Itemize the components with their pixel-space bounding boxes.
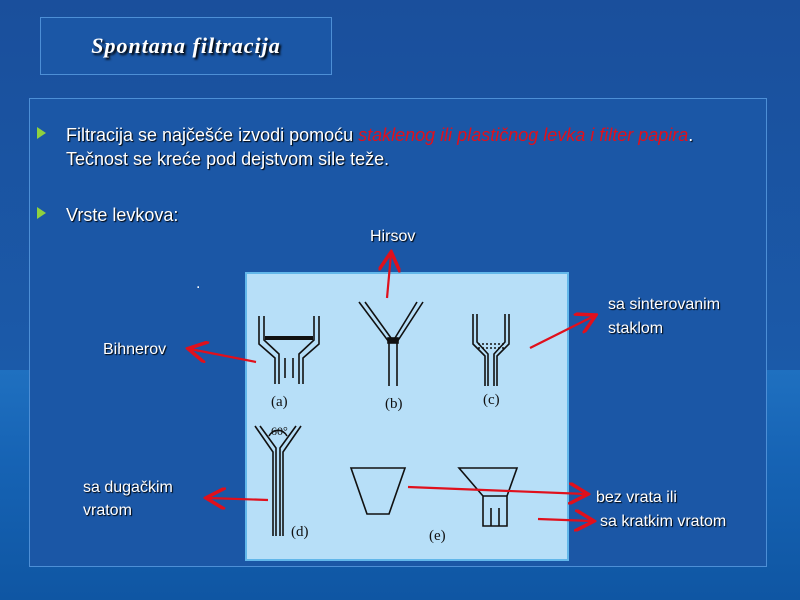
figure-label-e: (e): [429, 528, 446, 544]
arrow-to-bez: [408, 487, 586, 494]
figure-label-d: (d): [291, 524, 309, 540]
bullet-2: Vrste levkova:: [66, 205, 179, 225]
bullet-1-text-b: . Tečnost se kreće pod dejstvom sile teže.: [66, 125, 694, 169]
arrow-to-dugackim: [208, 498, 268, 500]
label-bez-2: sa kratkim vratom: [600, 513, 727, 530]
label-dugackim-1: sa dugačkim: [83, 479, 173, 496]
bullet-1-highlight: staklenog ili plastičnog levka i filter papira: [358, 125, 689, 145]
figure-label-b: (b): [385, 396, 403, 412]
bullet-1-text-a: Filtracija se najčešće izvodi pomoću: [66, 125, 359, 145]
label-dugackim-2: vratom: [83, 502, 132, 519]
arrow-to-bihnerov: [190, 349, 256, 362]
slide-title: Spontana filtracija: [91, 33, 281, 58]
arrow-to-sinter: [530, 316, 594, 348]
stray-dot: .: [196, 275, 201, 292]
figure-label-a: (a): [271, 394, 288, 410]
figure-label-angle: 60°: [271, 424, 288, 438]
label-bihnerov: Bihnerov: [103, 341, 167, 358]
arrow-to-hirsov: [387, 254, 391, 298]
arrow-to-kratkim: [538, 519, 592, 521]
label-bez-1: bez vrata ili: [596, 489, 677, 506]
label-sinter-1: sa sinterovanim: [608, 296, 721, 313]
label-hirsov: Hirsov: [370, 228, 416, 245]
figure-label-c: (c): [483, 392, 500, 408]
label-sinter-2: staklom: [608, 320, 664, 337]
